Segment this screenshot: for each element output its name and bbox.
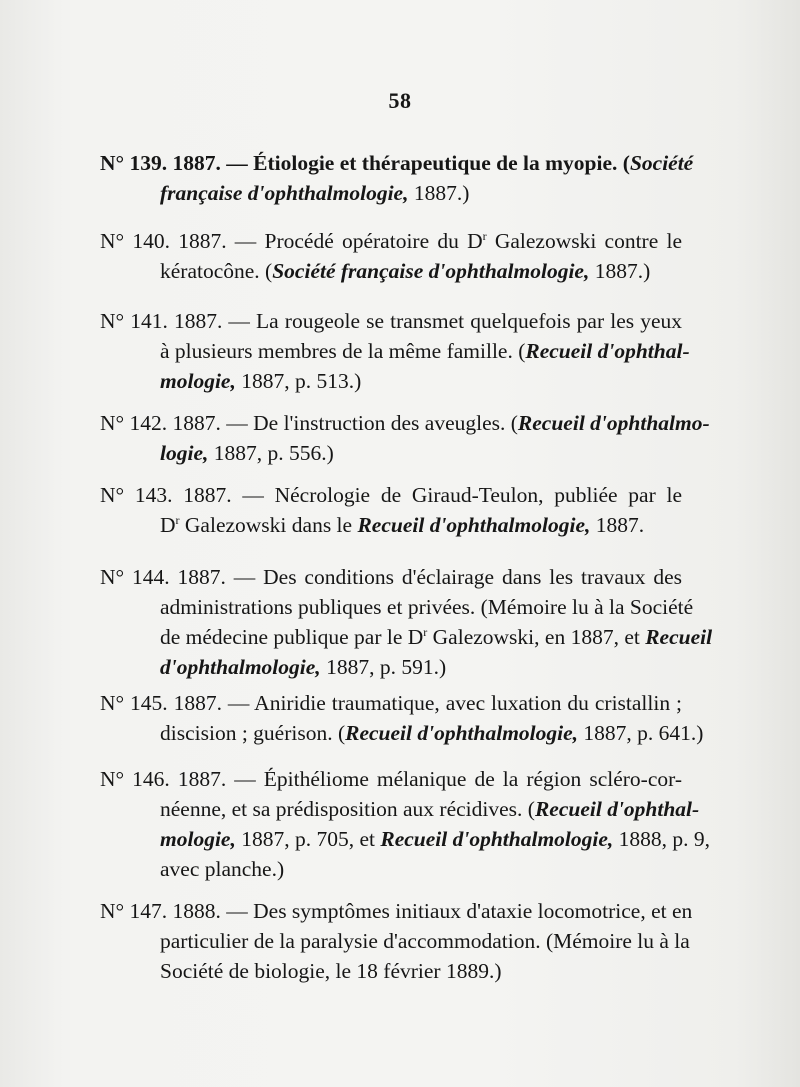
entry-143 bbox=[100, 480, 682, 540]
entry-line: mologie, 1887, p. 513.) bbox=[160, 369, 362, 393]
entry-line: Société de biologie, le 18 février 1889.) bbox=[160, 959, 502, 983]
entry-line: kératocône. (Société française d'ophthalmologie, 1887.) bbox=[160, 259, 651, 283]
entry-line: logie, 1887, p. 556.) bbox=[160, 441, 334, 465]
entry-line: $D^r$ Galezowski dans le Recueil d'ophthalmologie, 1887. bbox=[160, 513, 645, 537]
entry-142 bbox=[100, 408, 710, 468]
page-number: 58 bbox=[388, 88, 412, 113]
entry-line: particulier de la paralysie d'accommodation. (Mémoire lu à la bbox=[160, 929, 690, 953]
entry-line: administrations publiques et privées. (Mémoire lu à la Société bbox=[160, 595, 694, 619]
entry-line: néenne, et sa prédisposition aux récidives. (Recueil d'ophthal- bbox=[160, 797, 700, 821]
entry-147 bbox=[100, 896, 693, 986]
entry-line: N° 146. 1887. — Épithéliome mélanique de la région scléro-cor- bbox=[100, 767, 682, 791]
entry-line: N° 143. 1887. — Nécrologie de Giraud-Teulon, publiée par le bbox=[100, 483, 682, 507]
entry-139 bbox=[100, 148, 694, 208]
entry-line: N° 147. 1888. — Des symptômes initiaux d'ataxie locomotrice, et en bbox=[100, 899, 693, 923]
entry-line: N° 141. 1887. — La rougeole se transmet quelquefois par les yeux bbox=[100, 309, 682, 333]
entry-line: à plusieurs membres de la même famille. (Recueil d'ophthal- bbox=[160, 339, 690, 363]
entry-line: discision ; guérison. (Recueil d'ophthalmologie, 1887, p. 641.) bbox=[160, 721, 704, 745]
entry-line: N° 139. 1887. — Étiologie et thérapeutique de la myopie. (Société bbox=[100, 151, 694, 175]
entry-line: de médecine publique par le $D^r$ Galezowski, en 1887, et Recueil bbox=[160, 625, 713, 649]
entry-line: avec planche.) bbox=[160, 857, 285, 881]
entry-line: N° 140. 1887. — Procédé opératoire du $D^r$ Galezowski contre le bbox=[100, 229, 682, 253]
entry-146 bbox=[100, 764, 711, 884]
entry-line: N° 145. 1887. — Aniridie traumatique, avec luxation du cristallin ; bbox=[100, 691, 682, 715]
entry-line: N° 142. 1887. — De l'instruction des aveugles. (Recueil d'ophthalmo- bbox=[100, 411, 710, 435]
entry-141 bbox=[100, 306, 690, 396]
entry-144 bbox=[100, 562, 713, 682]
entry-140 bbox=[100, 226, 682, 286]
entry-line: N° 144. 1887. — Des conditions d'éclairage dans les travaux des bbox=[100, 565, 682, 589]
entry-line: française d'ophthalmologie, 1887.) bbox=[160, 181, 470, 205]
entry-line: mologie, 1887, p. 705, et Recueil d'ophthalmologie, 1888, p. 9, bbox=[160, 827, 711, 851]
entry-145 bbox=[100, 688, 704, 748]
entry-line: d'ophthalmologie, 1887, p. 591.) bbox=[160, 655, 447, 679]
